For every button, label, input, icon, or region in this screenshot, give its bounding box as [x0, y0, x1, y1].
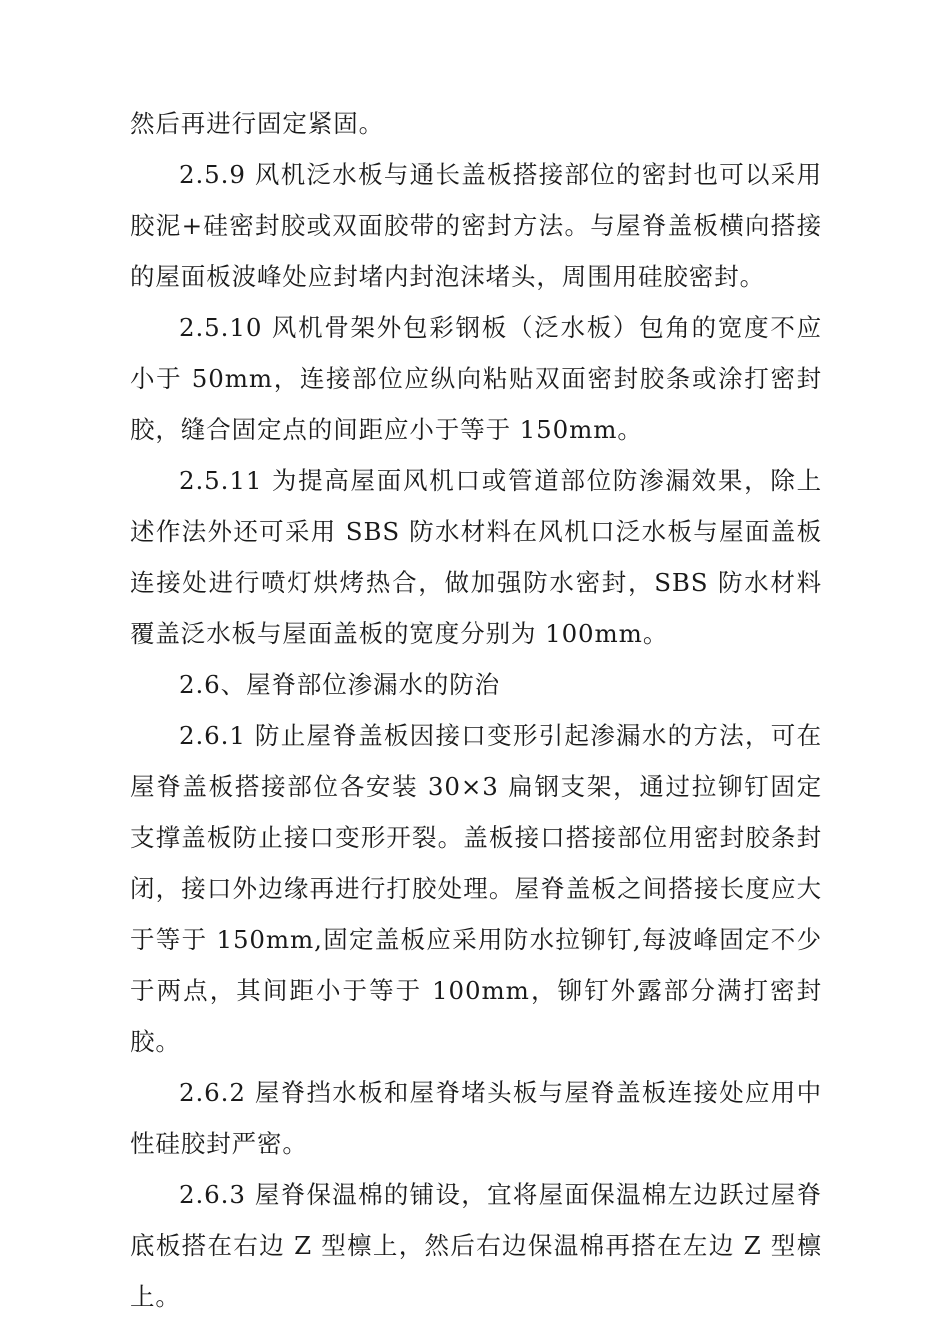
paragraph-2-5-10: 2.5.10 风机骨架外包彩钢板（泛水板）包角的宽度不应小于 50mm，连接部位应纵向粘贴双面密封胶条或涂打密封胶，缝合固定点的间距应小于等于 150mm。 [130, 313, 822, 444]
section-heading-2-6: 2.6、屋脊部位渗漏水的防治 [179, 670, 501, 699]
paragraph-continuation: 然后再进行固定紧固。 [130, 109, 384, 138]
paragraph-2-5-11: 2.5.11 为提高屋面风机口或管道部位防渗漏效果，除上述作法外还可采用 SBS 防水材料在风机口泛水板与屋面盖板连接处进行喷灯烘烤热合，做加强防水密封，SBS 防水材料覆盖泛水板与屋面盖板的宽度分别为 100mm。 [130, 466, 822, 648]
paragraph-2-6-2: 2.6.2 屋脊挡水板和屋脊堵头板与屋脊盖板连接处应用中性硅胶封严密。 [130, 1078, 822, 1158]
paragraph-2-5-9: 2.5.9 风机泛水板与通长盖板搭接部位的密封也可以采用胶泥+硅密封胶或双面胶带的密封方法。与屋脊盖板横向搭接的屋面板波峰处应封堵内封泡沫堵头，周围用硅胶密封。 [130, 160, 822, 291]
paragraph-2-6-1: 2.6.1 防止屋脊盖板因接口变形引起渗漏水的方法，可在屋脊盖板搭接部位各安装 30×3 扁钢支架，通过拉铆钉固定支撑盖板防止接口变形开裂。盖板接口搭接部位用密封胶条封闭，接口外边缘再进行打胶处理。屋脊盖板之间搭接长度应大于等于 150mm,固定盖板应采用防水拉铆钉,每波峰固定不少于两点，其间距小于等于 100mm，铆钉外露部分满打密封胶。 [130, 721, 822, 1056]
paragraph-2-6-3: 2.6.3 屋脊保温棉的铺设，宜将屋面保温棉左边跃过屋脊底板搭在右边 Z 型檩上，然后右边保温棉再搭在左边 Z 型檩上。 [130, 1180, 822, 1311]
